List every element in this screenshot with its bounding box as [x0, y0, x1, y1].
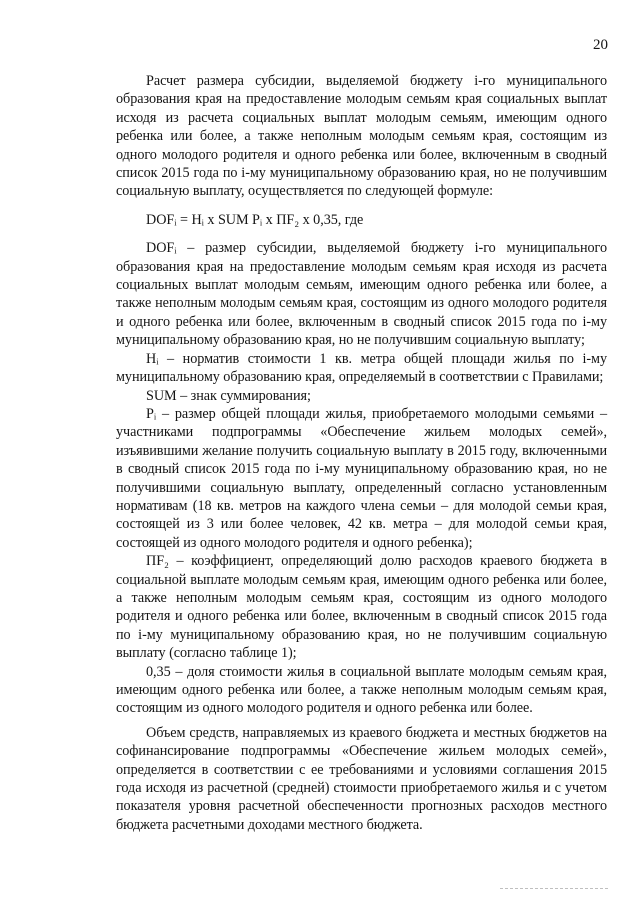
- definition-dofi: DOFᵢ – размер субсидии, выделяемой бюджету i-го муниципального образования края на предоставление молодым семьям края исходя из расчета социальных выплат молодым семьям, имеющим одного ребенка или более, а также неполным молодым семьям края, состоящим из одного молодого родителя и одного ребенка или более, включенным в сводный список 2015 года по i-му муниципальному образованию края, но не получившим социальную выплату;: [116, 240, 607, 349]
- definition-pf2: ПF₂ – коэффициент, определяющий долю расходов краевого бюджета в социальной выплате молодым семьям края, имеющим одного ребенка или более, а также неполным молодым семьям края, состоящим из одного молодого родителя и одного ребенка или более, включенным в сводный список 2015 года по i-му муниципальному образованию края, но не получившим социальную выплату (согласно таблице 1);: [116, 553, 607, 662]
- page-number: 20: [593, 37, 608, 53]
- definition-sum: SUM – знак суммирования;: [146, 387, 311, 404]
- funding-paragraph: Объем средств, направляемых из краевого бюджета и местных бюджетов на софинансирование подпрограммы «Обеспечение жильем молодых семей», определяется в соответствии с ее требованиями и условиями соглашения 2015 года исходя из расчетной (средней) стоимости приобретаемого жилья и с учетом показателя уровня расчетной обеспеченности прогнозных расходов местного бюджета расчетными доходами местного бюджета.: [116, 724, 607, 833]
- definition-hi: Hᵢ – норматив стоимости 1 кв. метра общей площади жилья по i-му муниципальному образованию края, определяемый в соответствии с Правилами;: [116, 350, 607, 386]
- intro-paragraph: Расчет размера субсидии, выделяемой бюджету i-го муниципального образования края на предоставление молодым семьям края социальных выплат исходя из расчета социальных выплат молодым семьям, имеющим одного ребенка или более, а также неполным молодым семьям края, состоящим из одного молодого родителя и одного ребенка или более, включенным в сводный список 2015 года по i-му муниципальному образованию края, но не получившим социальную выплату, осуществляется по следующей формуле:: [116, 73, 607, 200]
- definition-pi: Pᵢ – размер общей площади жилья, приобретаемого молодыми семьями – участниками подпрограммы «Обеспечение жильем молодых семей», изъявившими желание получить социальную выплату в 2015 году, включенными в сводный список 2015 года по i-му муниципальному образованию края, но не получившими социальную выплату, определенный согласно установленным нормативам (18 кв. метров на каждого члена семьи – для молодой семьи края, состоящей из 3 или более человек, 42 кв. метра – для молодой семьи края, состоящей из одного молодого родителя и одного ребенка);: [116, 405, 607, 551]
- formula: DOFᵢ = Hᵢ x SUM Pᵢ x ПF₂ x 0,35, где: [146, 211, 364, 228]
- document-body: [116, 72, 607, 834]
- footer-divider: [500, 888, 608, 889]
- definition-coefficient: 0,35 – доля стоимости жилья в социальной выплате молодым семьям края, имеющим одного ребенка или более, а также неполным молодым семьям края, состоящим из одного молодого родителя и одного ребенка или более.: [116, 663, 607, 717]
